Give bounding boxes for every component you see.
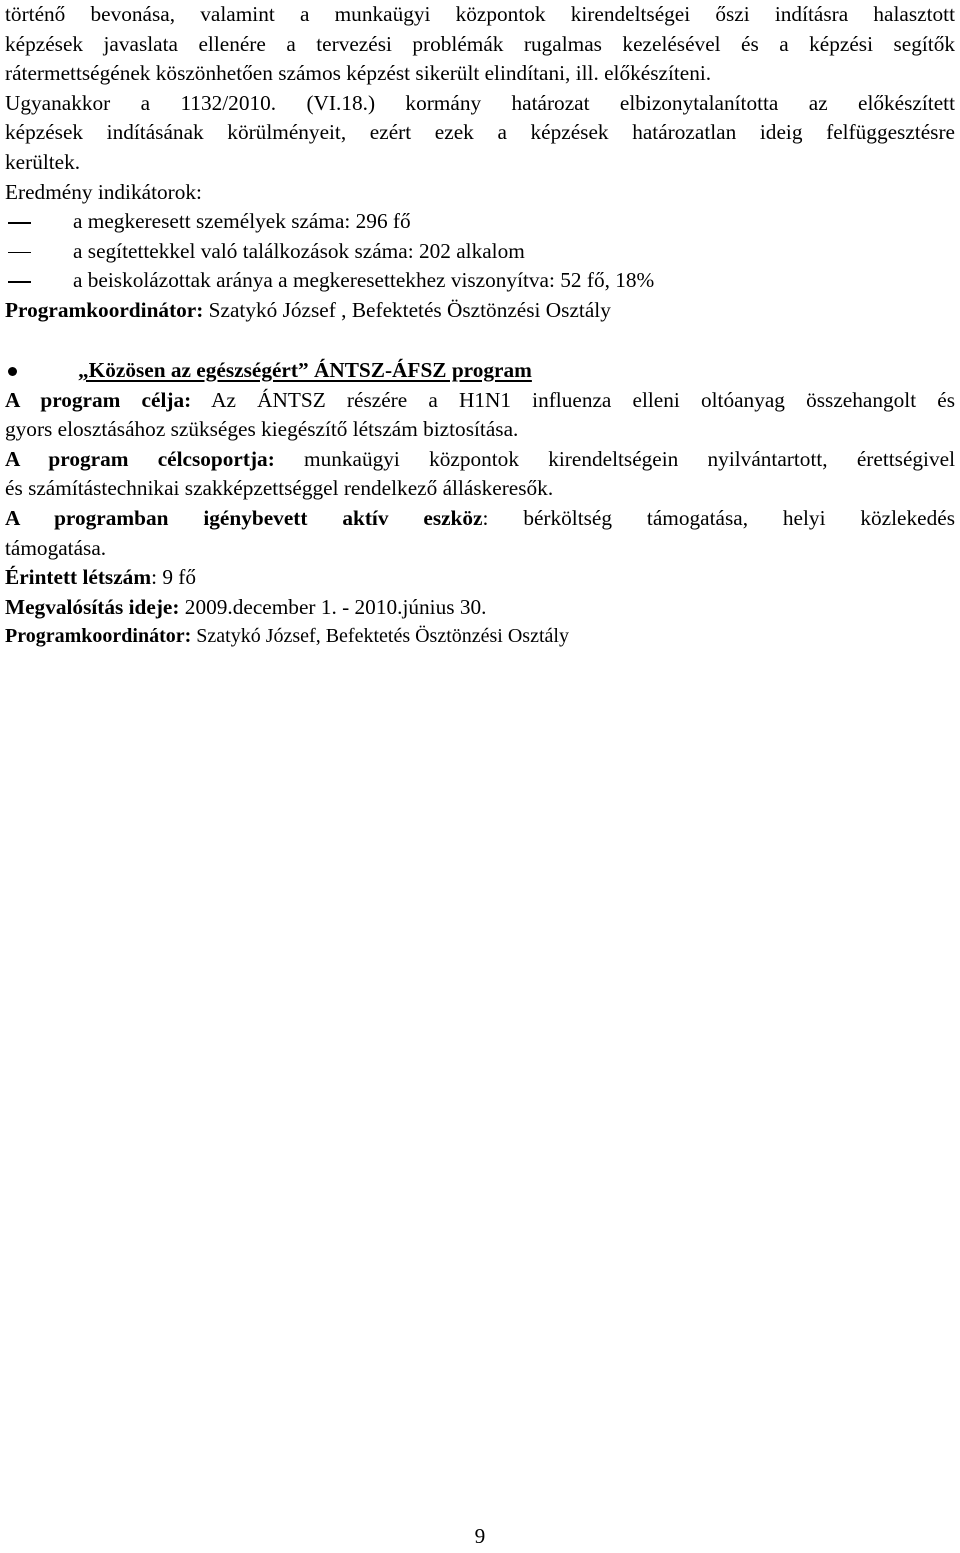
program-heading-row: [5, 356, 955, 386]
indicator-text: a megkeresett személyek száma: 296 fő: [73, 209, 411, 234]
tools-line: támogatása.: [5, 535, 107, 560]
intro-line: Ugyanakkor a 1132/2010. (VI.18.) kormány határozat elbizonytalanította az előkészített: [5, 90, 955, 115]
program-tools: [5, 504, 955, 563]
intro-line: rátermettségének köszönhetően számos képzést sikerült elindítani, ill. előkészíteni.: [5, 61, 712, 86]
list-item: [5, 207, 955, 237]
list-item: [5, 237, 955, 267]
indicator-text: a segítettekkel való találkozások száma: 202 alkalom: [73, 238, 525, 263]
tools-label: A programban igénybevett aktív eszköz: [5, 505, 483, 530]
period-line: [5, 593, 955, 623]
intro-line: kerültek.: [5, 149, 81, 174]
intro-line: történő bevonása, valamint a munkaügyi központok kirendeltségei őszi indításra halasztott: [5, 2, 955, 26]
program-coordinator-label: Programkoordinátor:: [5, 625, 192, 648]
program-coordinator-line: [5, 622, 955, 652]
coordinator-line: [5, 296, 955, 326]
target-label: A program célcsoportja:: [5, 446, 275, 471]
list-item: [5, 266, 955, 296]
program-coordinator-value: Szatykó József, Befektetés Ösztönzési Osztály: [191, 625, 569, 648]
intro-line: képzések indításának körülményeit, ezért ezek a képzések határozatlan ideig felfüggesztésre: [5, 120, 955, 145]
indicators-title: Eredmény indikátorok:: [5, 179, 202, 204]
page-number: 9: [474, 1524, 486, 1548]
period-value: 2009.december 1. - 2010.június 30.: [179, 594, 487, 619]
goal-label: A program célja:: [5, 387, 192, 412]
program-heading: „Közösen az egészségért” ÁNTSZ-ÁFSZ program: [78, 357, 532, 382]
dash-bullet-icon: [8, 281, 31, 283]
dash-bullet-icon: [8, 222, 31, 224]
intro-line: képzések javaslata ellenére a tervezési problémák rugalmas kezelésével és a képzési segítők: [5, 31, 955, 56]
target-text: munkaügyi központok kirendeltségein nyilvántartott, érettségivel: [274, 446, 955, 471]
indicator-list: [5, 207, 955, 296]
program-target: [5, 445, 955, 504]
goal-text: Az ÁNTSZ részére a H1N1 influenza elleni oltóanyag összehangolt és: [191, 387, 955, 412]
goal-line: [5, 386, 955, 416]
period-label: Megvalósítás ideje:: [5, 594, 180, 619]
document-page: [5, 0, 955, 652]
headcount-line: [5, 563, 955, 593]
indicator-text: a beiskolázottak aránya a megkeresettekhez viszonyítva: 52 fő, 18%: [73, 268, 655, 293]
coordinator-value: Szatykó József , Befektetés Ösztönzési Osztály: [203, 297, 611, 322]
headcount-label: Érintett létszám: [5, 565, 152, 590]
tools-text: : bérköltség támogatása, helyi közlekedés: [482, 505, 955, 530]
dash-bullet-icon: [8, 252, 31, 254]
round-bullet-icon: [8, 367, 17, 376]
tools-line: [5, 504, 955, 534]
coordinator-label: Programkoordinátor:: [5, 297, 204, 322]
program-goal: [5, 386, 955, 445]
intro-paragraph: [5, 0, 955, 178]
goal-line: gyors elosztásához szükséges kiegészítő létszám biztosítása.: [5, 417, 519, 442]
target-line: [5, 445, 955, 475]
target-line: és számítástechnikai szakképzettséggel rendelkező álláskeresők.: [5, 476, 554, 501]
headcount-value: : 9 fő: [151, 565, 197, 590]
